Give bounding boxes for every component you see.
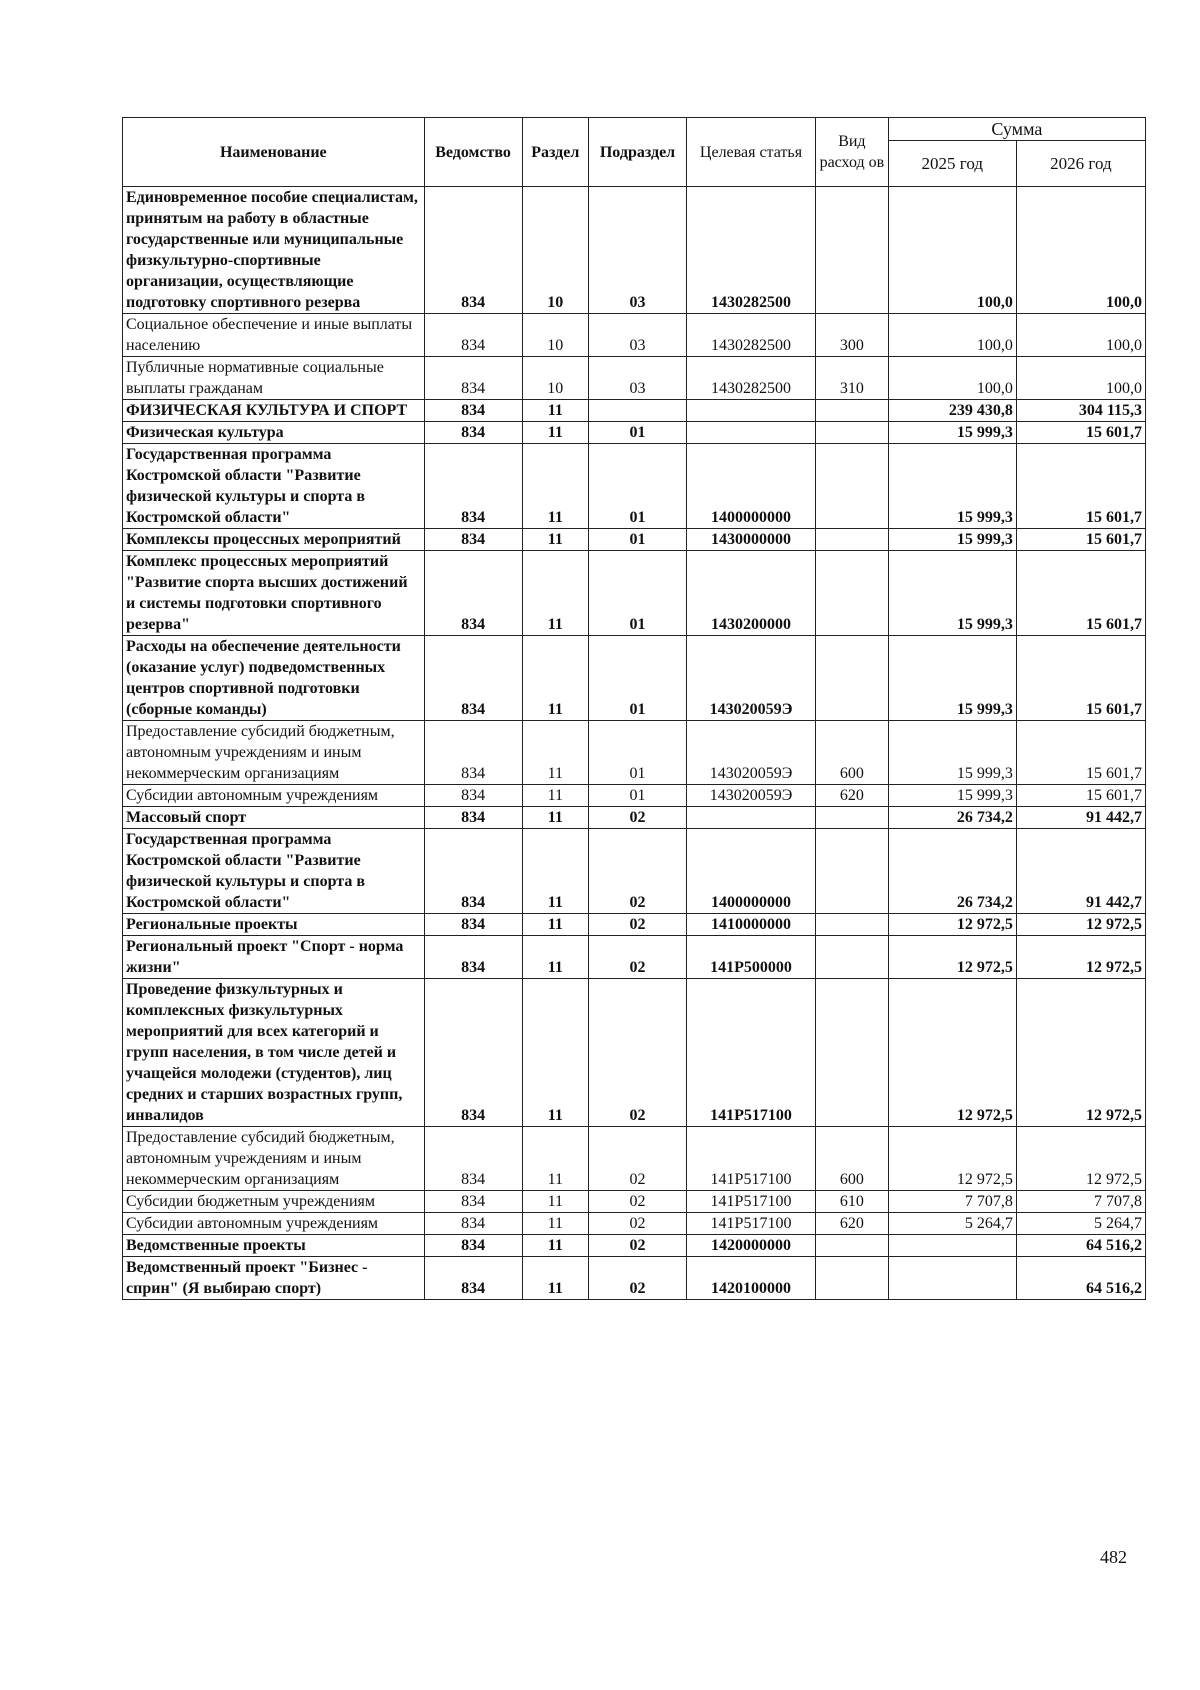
row-sum-2026: 100,0 [1016, 357, 1145, 400]
table-row [123, 1213, 1146, 1235]
row-podrazdel: 03 [589, 314, 687, 357]
row-razdel: 11 [522, 829, 589, 914]
row-vid [816, 829, 889, 914]
row-vedomstvo: 834 [424, 1235, 522, 1257]
row-vedomstvo: 834 [424, 829, 522, 914]
row-statya [686, 400, 815, 422]
row-razdel: 11 [522, 444, 589, 529]
row-podrazdel: 02 [589, 1257, 687, 1300]
table-row [123, 1191, 1146, 1213]
row-vid [816, 551, 889, 636]
row-razdel: 11 [522, 1127, 589, 1191]
row-razdel: 11 [522, 979, 589, 1127]
table-row [123, 422, 1146, 444]
row-razdel: 11 [522, 400, 589, 422]
table-row [123, 529, 1146, 551]
row-statya: 1420000000 [686, 1235, 815, 1257]
row-vid: 620 [816, 785, 889, 807]
row-razdel: 11 [522, 721, 589, 785]
row-vedomstvo: 834 [424, 314, 522, 357]
row-name: Региональные проекты [123, 914, 425, 936]
row-name: Региональный проект "Спорт - норма жизни" [123, 936, 425, 979]
row-sum-2026: 12 972,5 [1016, 914, 1145, 936]
row-name: Субсидии бюджетным учреждениям [123, 1191, 425, 1213]
row-vedomstvo: 834 [424, 721, 522, 785]
table-row [123, 444, 1146, 529]
row-podrazdel: 02 [589, 914, 687, 936]
row-vedomstvo: 834 [424, 422, 522, 444]
row-name: Предоставление субсидий бюджетным, автономным учреждениям и иным некоммерческим организациям [123, 1127, 425, 1191]
budget-table [122, 117, 1146, 1300]
table-row [123, 636, 1146, 721]
row-podrazdel: 02 [589, 1191, 687, 1213]
row-sum-2026: 5 264,7 [1016, 1213, 1145, 1235]
row-statya: 1410000000 [686, 914, 815, 936]
header-vedomstvo: Ведомство [424, 118, 522, 187]
row-vid [816, 636, 889, 721]
row-statya: 1430000000 [686, 529, 815, 551]
row-name: Массовый спорт [123, 807, 425, 829]
row-vedomstvo: 834 [424, 529, 522, 551]
row-name: Государственная программа Костромской области "Развитие физической культуры и спорта в Костромской области" [123, 444, 425, 529]
row-vedomstvo: 834 [424, 1257, 522, 1300]
header-vid: Вид расход ов [816, 118, 889, 187]
row-name: Физическая культура [123, 422, 425, 444]
table-row [123, 979, 1146, 1127]
row-sum-2026: 15 601,7 [1016, 721, 1145, 785]
table-row [123, 357, 1146, 400]
row-statya: 143020059Э [686, 785, 815, 807]
row-razdel: 10 [522, 357, 589, 400]
row-name: Комплекс процессных мероприятий "Развитие спорта высших достижений и системы подготовки спортивного резерва" [123, 551, 425, 636]
row-podrazdel: 01 [589, 636, 687, 721]
row-razdel: 11 [522, 1257, 589, 1300]
row-podrazdel: 02 [589, 979, 687, 1127]
row-podrazdel: 01 [589, 529, 687, 551]
row-podrazdel: 03 [589, 357, 687, 400]
row-sum-2025: 12 972,5 [888, 979, 1016, 1127]
row-vedomstvo: 834 [424, 936, 522, 979]
row-name: Субсидии автономным учреждениям [123, 1213, 425, 1235]
row-statya: 141P517100 [686, 979, 815, 1127]
header-statya: Целевая статья [686, 118, 815, 187]
row-name: Комплексы процессных мероприятий [123, 529, 425, 551]
row-statya: 1430200000 [686, 551, 815, 636]
table-row [123, 400, 1146, 422]
table-row [123, 829, 1146, 914]
row-sum-2026: 100,0 [1016, 187, 1145, 314]
row-podrazdel: 01 [589, 422, 687, 444]
row-vid [816, 444, 889, 529]
row-sum-2026: 12 972,5 [1016, 979, 1145, 1127]
row-razdel: 11 [522, 936, 589, 979]
row-vedomstvo: 834 [424, 636, 522, 721]
row-podrazdel: 02 [589, 1127, 687, 1191]
row-vedomstvo: 834 [424, 357, 522, 400]
row-sum-2026: 91 442,7 [1016, 829, 1145, 914]
row-razdel: 11 [522, 636, 589, 721]
row-vedomstvo: 834 [424, 1191, 522, 1213]
row-razdel: 11 [522, 1235, 589, 1257]
row-statya: 141P517100 [686, 1127, 815, 1191]
row-sum-2025: 26 734,2 [888, 807, 1016, 829]
row-statya: 1430282500 [686, 187, 815, 314]
row-sum-2025: 7 707,8 [888, 1191, 1016, 1213]
row-statya: 1400000000 [686, 829, 815, 914]
row-vid [816, 187, 889, 314]
row-podrazdel: 02 [589, 829, 687, 914]
row-statya: 141P517100 [686, 1213, 815, 1235]
row-name: Ведомственный проект "Бизнес - сприн" (Я выбираю спорт) [123, 1257, 425, 1300]
row-podrazdel: 02 [589, 1235, 687, 1257]
row-sum-2026: 100,0 [1016, 314, 1145, 357]
row-name: Государственная программа Костромской области "Развитие физической культуры и спорта в Костромской области" [123, 829, 425, 914]
row-vid [816, 1235, 889, 1257]
row-vedomstvo: 834 [424, 914, 522, 936]
row-sum-2025: 5 264,7 [888, 1213, 1016, 1235]
row-sum-2025: 239 430,8 [888, 400, 1016, 422]
row-sum-2025: 26 734,2 [888, 829, 1016, 914]
row-name: Расходы на обеспечение деятельности (оказание услуг) подведомственных центров спортивной подготовки (сборные команды) [123, 636, 425, 721]
row-statya: 1430282500 [686, 357, 815, 400]
row-name: ФИЗИЧЕСКАЯ КУЛЬТУРА И СПОРТ [123, 400, 425, 422]
row-vid [816, 422, 889, 444]
row-podrazdel: 02 [589, 936, 687, 979]
row-sum-2025: 12 972,5 [888, 936, 1016, 979]
row-podrazdel: 01 [589, 785, 687, 807]
row-vedomstvo: 834 [424, 807, 522, 829]
row-statya [686, 422, 815, 444]
row-sum-2025: 15 999,3 [888, 444, 1016, 529]
row-podrazdel: 01 [589, 444, 687, 529]
row-sum-2026: 15 601,7 [1016, 422, 1145, 444]
row-podrazdel: 02 [589, 1213, 687, 1235]
row-statya: 143020059Э [686, 721, 815, 785]
row-sum-2026: 7 707,8 [1016, 1191, 1145, 1213]
table-header [123, 118, 1146, 187]
row-sum-2026: 12 972,5 [1016, 1127, 1145, 1191]
row-razdel: 11 [522, 1191, 589, 1213]
row-name: Социальное обеспечение и иные выплаты населению [123, 314, 425, 357]
row-vid: 620 [816, 1213, 889, 1235]
table-body [123, 187, 1146, 1300]
row-vid [816, 1257, 889, 1300]
row-vid [816, 914, 889, 936]
row-sum-2025: 15 999,3 [888, 529, 1016, 551]
row-vid [816, 979, 889, 1127]
row-sum-2025: 100,0 [888, 314, 1016, 357]
row-vid: 300 [816, 314, 889, 357]
row-vedomstvo: 834 [424, 1213, 522, 1235]
row-statya: 1430282500 [686, 314, 815, 357]
row-sum-2025 [888, 1257, 1016, 1300]
header-year-2025: 2025 год [888, 141, 1016, 187]
row-sum-2025: 15 999,3 [888, 785, 1016, 807]
row-sum-2025: 100,0 [888, 357, 1016, 400]
row-name: Публичные нормативные социальные выплаты гражданам [123, 357, 425, 400]
row-sum-2026: 64 516,2 [1016, 1235, 1145, 1257]
row-name: Субсидии автономным учреждениям [123, 785, 425, 807]
row-sum-2025: 15 999,3 [888, 636, 1016, 721]
row-statya: 1400000000 [686, 444, 815, 529]
row-podrazdel: 03 [589, 187, 687, 314]
row-sum-2026: 304 115,3 [1016, 400, 1145, 422]
row-vedomstvo: 834 [424, 187, 522, 314]
row-podrazdel: 02 [589, 807, 687, 829]
row-sum-2025: 12 972,5 [888, 1127, 1016, 1191]
row-vid: 610 [816, 1191, 889, 1213]
row-vedomstvo: 834 [424, 444, 522, 529]
row-sum-2026: 15 601,7 [1016, 785, 1145, 807]
row-name: Ведомственные проекты [123, 1235, 425, 1257]
row-razdel: 11 [522, 807, 589, 829]
row-podrazdel [589, 400, 687, 422]
row-vid [816, 807, 889, 829]
row-sum-2026: 91 442,7 [1016, 807, 1145, 829]
row-statya [686, 807, 815, 829]
row-razdel: 11 [522, 422, 589, 444]
table-row [123, 914, 1146, 936]
table-row [123, 187, 1146, 314]
table-row [123, 936, 1146, 979]
row-statya: 143020059Э [686, 636, 815, 721]
header-podrazdel: Подраздел [589, 118, 687, 187]
row-sum-2025 [888, 1235, 1016, 1257]
table-row [123, 807, 1146, 829]
row-sum-2025: 15 999,3 [888, 551, 1016, 636]
row-vedomstvo: 834 [424, 400, 522, 422]
row-podrazdel: 01 [589, 721, 687, 785]
row-vedomstvo: 834 [424, 785, 522, 807]
page-number: 482 [1100, 1547, 1127, 1567]
row-vid: 600 [816, 721, 889, 785]
row-razdel: 11 [522, 529, 589, 551]
header-razdel: Раздел [522, 118, 589, 187]
row-sum-2025: 15 999,3 [888, 721, 1016, 785]
row-sum-2026: 15 601,7 [1016, 551, 1145, 636]
row-vid [816, 936, 889, 979]
header-name: Наименование [123, 118, 425, 187]
row-razdel: 11 [522, 551, 589, 636]
row-statya: 141P517100 [686, 1191, 815, 1213]
header-summa: Сумма [888, 118, 1145, 141]
row-name: Предоставление субсидий бюджетным, автономным учреждениям и иным некоммерческим организациям [123, 721, 425, 785]
row-vedomstvo: 834 [424, 1127, 522, 1191]
table-row [123, 551, 1146, 636]
header-year-2026: 2026 год [1016, 141, 1145, 187]
row-sum-2026: 15 601,7 [1016, 444, 1145, 529]
row-sum-2026: 15 601,7 [1016, 636, 1145, 721]
row-razdel: 10 [522, 187, 589, 314]
row-statya: 141P500000 [686, 936, 815, 979]
table-row [123, 314, 1146, 357]
row-sum-2025: 100,0 [888, 187, 1016, 314]
row-razdel: 11 [522, 1213, 589, 1235]
row-vedomstvo: 834 [424, 979, 522, 1127]
row-razdel: 11 [522, 785, 589, 807]
row-sum-2026: 15 601,7 [1016, 529, 1145, 551]
row-sum-2026: 12 972,5 [1016, 936, 1145, 979]
row-statya: 1420100000 [686, 1257, 815, 1300]
row-podrazdel: 01 [589, 551, 687, 636]
table-row [123, 1127, 1146, 1191]
row-name: Проведение физкультурных и комплексных физкультурных мероприятий для всех категорий и групп населения, в том числе детей и учащейся молодежи (студентов), лиц средних и старших возрастных групп, инвалидов [123, 979, 425, 1127]
table-row [123, 721, 1146, 785]
row-vid [816, 529, 889, 551]
row-sum-2025: 15 999,3 [888, 422, 1016, 444]
row-sum-2025: 12 972,5 [888, 914, 1016, 936]
row-vid: 600 [816, 1127, 889, 1191]
row-vid [816, 400, 889, 422]
row-razdel: 10 [522, 314, 589, 357]
table-row [123, 1235, 1146, 1257]
row-vedomstvo: 834 [424, 551, 522, 636]
row-sum-2026: 64 516,2 [1016, 1257, 1145, 1300]
table-row [123, 1257, 1146, 1300]
row-name: Единовременное пособие специалистам, принятым на работу в областные государственные или муниципальные физкультурно-спортивные организации, осуществляющие подготовку спортивного резерва [123, 187, 425, 314]
row-vid: 310 [816, 357, 889, 400]
row-razdel: 11 [522, 914, 589, 936]
table-row [123, 785, 1146, 807]
